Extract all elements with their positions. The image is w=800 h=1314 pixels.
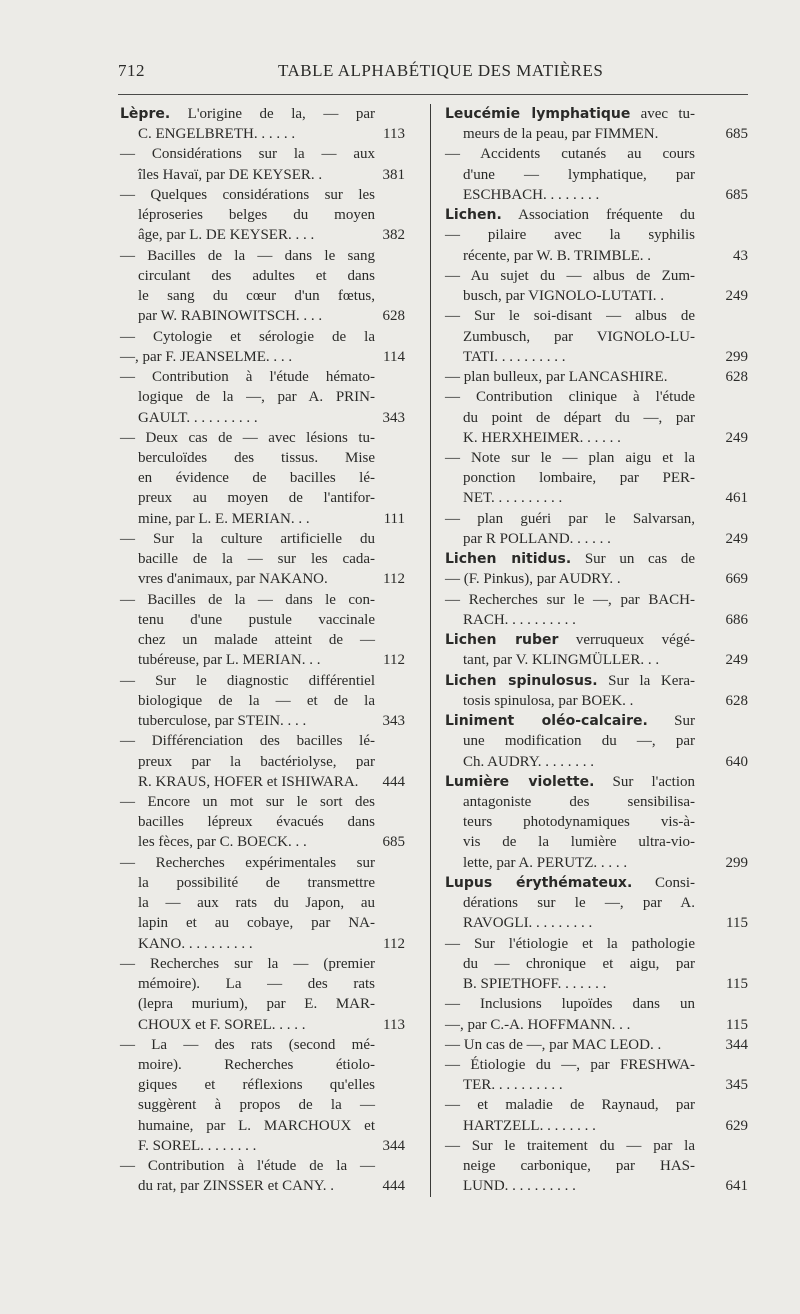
- index-line: [120, 934, 405, 954]
- page-reference: 685: [725, 126, 748, 143]
- index-line: [445, 934, 695, 954]
- index-line: [120, 1015, 405, 1035]
- index-line: [120, 509, 405, 529]
- index-text: — Recherches sur le —, par BACH-: [445, 591, 695, 608]
- index-text: Lèpre. L'origine de la, — par: [120, 106, 375, 122]
- index-line: [120, 1176, 405, 1196]
- index-line: [120, 306, 405, 326]
- index-text: — Recherches expérimentales sur: [120, 854, 375, 871]
- index-text: busch, par VIGNOLO-LUTATI. .: [463, 288, 664, 305]
- page-reference: 628: [725, 369, 748, 386]
- index-text: — Encore un mot sur le sort des: [120, 793, 375, 810]
- index-line: [120, 1156, 375, 1176]
- index-line: [120, 104, 375, 124]
- index-text: — Cytologie et sérologie de la: [120, 328, 375, 345]
- index-text: NET. . . . . . . . . .: [463, 490, 563, 507]
- index-line: [445, 1116, 748, 1136]
- index-line: [120, 731, 375, 751]
- page-reference: 345: [725, 1077, 748, 1094]
- index-text: une modification du —, par: [463, 733, 695, 750]
- page-reference: 629: [725, 1117, 748, 1134]
- index-text: Liniment oléo-calcaire. Sur: [445, 713, 695, 730]
- index-text: —, par F. JEANSELME. . . .: [120, 348, 293, 365]
- page-reference: 249: [725, 530, 748, 547]
- index-text: LUND. . . . . . . . . .: [463, 1178, 576, 1195]
- index-line: [445, 913, 748, 933]
- index-text: tosis spinulosa, par BOEK. .: [463, 692, 634, 709]
- index-text: RACH. . . . . . . . . .: [463, 611, 576, 628]
- index-text: mine, par L. E. MERIAN. . .: [138, 510, 310, 527]
- index-text: la — aux rats du Japon, au: [138, 895, 375, 912]
- index-line: [445, 468, 695, 488]
- index-heading: Lumière violette.: [445, 773, 595, 790]
- index-text: chez un malade atteint de —: [138, 632, 375, 649]
- index-line: [120, 266, 375, 286]
- index-line: [445, 853, 748, 873]
- page-reference: 628: [382, 308, 405, 325]
- index-text: — Contribution à l'étude de la —: [120, 1158, 375, 1175]
- index-line: [445, 124, 748, 144]
- index-text: preux au moyen de l'antifor-: [138, 490, 375, 507]
- index-line: [120, 711, 405, 731]
- index-line: [445, 1095, 695, 1115]
- index-line: [445, 630, 695, 650]
- index-text: —, par C.-A. HOFFMANN. . .: [445, 1016, 631, 1033]
- index-line: [120, 408, 405, 428]
- index-text: — Deux cas de — avec lésions tu-: [120, 429, 375, 446]
- index-line: [445, 225, 695, 245]
- index-line: [445, 104, 695, 124]
- index-line: [120, 205, 375, 225]
- index-line: [445, 408, 695, 428]
- index-line: [120, 246, 375, 266]
- index-line: [445, 1055, 695, 1075]
- index-text: — Quelques considérations sur les: [120, 186, 375, 203]
- index-line: [445, 185, 748, 205]
- index-text: ESCHBACH. . . . . . . .: [463, 186, 600, 203]
- index-heading: Leucémie lymphatique: [445, 106, 631, 122]
- index-line: [120, 165, 405, 185]
- index-text: — plan bulleux, par LANCASHIRE.: [445, 369, 668, 386]
- index-text: le sang du cœur d'un fœtus,: [138, 288, 375, 305]
- index-heading: Lichen.: [445, 207, 502, 224]
- index-line: [445, 873, 695, 893]
- index-text: KANO. . . . . . . . . .: [138, 935, 253, 952]
- page-reference: 43: [733, 247, 748, 264]
- index-line: [445, 691, 748, 711]
- index-line: [120, 590, 375, 610]
- index-line: [120, 772, 405, 792]
- page-reference: 299: [725, 348, 748, 365]
- page-reference: 112: [383, 935, 405, 952]
- index-text: — Différenciation des bacilles lé-: [120, 733, 375, 750]
- page-reference: 686: [725, 611, 748, 628]
- page-reference: 249: [725, 288, 748, 305]
- index-line: [120, 124, 405, 144]
- index-line: [445, 286, 748, 306]
- index-text: berculoïdes des tissus. Mise: [138, 449, 375, 466]
- index-line: [445, 954, 695, 974]
- index-line: [445, 347, 748, 367]
- index-text: la possibilité de transmettre: [138, 874, 375, 891]
- index-line: [445, 549, 695, 569]
- index-text: TER. . . . . . . . . .: [463, 1077, 563, 1094]
- index-line: [120, 428, 375, 448]
- index-text: R. KRAUS, HOFER et ISHIWARA.: [138, 773, 359, 790]
- index-line: [120, 225, 405, 245]
- page-reference: 669: [725, 571, 748, 588]
- page-reference: 299: [725, 854, 748, 871]
- index-text: bacilles lépreux évacués dans: [138, 814, 375, 831]
- index-heading: Lichen nitidus.: [445, 551, 572, 568]
- index-text: tuberculose, par STEIN. . . .: [138, 713, 307, 730]
- index-line: [445, 488, 748, 508]
- page-reference: 115: [726, 1016, 748, 1033]
- index-line: [445, 1075, 748, 1095]
- index-line: [445, 893, 695, 913]
- page-reference: 640: [725, 753, 748, 770]
- page-reference: 111: [383, 510, 405, 527]
- index-line: [120, 691, 375, 711]
- index-line: [445, 509, 695, 529]
- index-line: [120, 488, 375, 508]
- index-text: — Note sur le — plan aigu et la: [445, 449, 695, 466]
- index-text: C. ENGELBRETH. . . . . .: [138, 126, 296, 143]
- index-text: vres d'animaux, par NAKANO.: [138, 571, 328, 588]
- index-text: Lupus érythémateux. Consi-: [445, 874, 695, 891]
- index-text: HARTZELL. . . . . . . .: [463, 1117, 596, 1134]
- index-line: [445, 1035, 748, 1055]
- index-text: logique de la —, par A. PRIN-: [138, 389, 375, 406]
- header-rule: [118, 94, 748, 95]
- index-line: [445, 1176, 748, 1196]
- index-text: du point de départ du —, par: [463, 409, 695, 426]
- index-line: [445, 205, 695, 225]
- index-text: — Sur la culture artificielle du: [120, 530, 375, 547]
- page-reference: 343: [382, 409, 405, 426]
- index-line: [445, 974, 748, 994]
- index-line: [445, 367, 748, 387]
- page-header: [118, 55, 748, 85]
- index-text: léproseries belges du moyen: [138, 207, 375, 224]
- index-text: — Considérations sur la — aux: [120, 146, 375, 163]
- index-text: — plan guéri par le Salvarsan,: [445, 510, 695, 527]
- index-text: en évidence de bacilles lé-: [138, 470, 375, 487]
- index-text: — Sur le diagnostic différentiel: [120, 672, 375, 689]
- index-line: [120, 974, 375, 994]
- index-line: [445, 529, 748, 549]
- page-reference: 461: [725, 490, 748, 507]
- page-reference: 344: [725, 1036, 748, 1053]
- page-reference: 114: [383, 348, 405, 365]
- index-text: — (F. Pinkus), par AUDRY. .: [445, 571, 621, 588]
- page-reference: 628: [725, 692, 748, 709]
- index-line: [120, 347, 405, 367]
- index-text: tant, par V. KLINGMÜLLER. . .: [463, 652, 660, 669]
- index-line: [120, 144, 375, 164]
- index-line: [120, 468, 375, 488]
- index-text: meurs de la peau, par FIMMEN.: [463, 126, 659, 143]
- index-line: [445, 994, 695, 1014]
- index-text: — Étiologie du —, par FRESHWA-: [445, 1057, 695, 1074]
- index-line: [445, 731, 695, 751]
- index-line: [120, 610, 375, 630]
- index-text: — Recherches sur la — (premier: [120, 955, 375, 972]
- index-text: par W. RABINOWITSCH. . . .: [138, 308, 323, 325]
- page-reference: 381: [382, 166, 405, 183]
- index-line: [120, 286, 375, 306]
- index-line: [445, 1015, 748, 1035]
- index-line: [120, 873, 375, 893]
- index-line: [120, 367, 375, 387]
- column-divider: [430, 104, 431, 1197]
- index-text: humaine, par L. MARCHOUX et: [138, 1117, 375, 1134]
- index-text: B. SPIETHOFF. . . . . . .: [463, 976, 607, 993]
- index-text: Lichen. Association fréquente du: [445, 207, 695, 224]
- index-text: suggèrent à propos de la —: [138, 1097, 375, 1114]
- index-line: [120, 630, 375, 650]
- left-column: [120, 104, 405, 1197]
- page-reference: 382: [382, 227, 405, 244]
- index-text: du rat, par ZINSSER et CANY. .: [138, 1178, 334, 1195]
- page-number: 712: [118, 61, 145, 80]
- index-text: mémoire). La — des rats: [138, 976, 375, 993]
- index-line: [120, 1116, 375, 1136]
- index-text: — La — des rats (second mé-: [120, 1036, 375, 1053]
- index-text: F. SOREL. . . . . . . .: [138, 1137, 257, 1154]
- page-reference: 685: [725, 186, 748, 203]
- index-line: [120, 913, 375, 933]
- index-line: [120, 853, 375, 873]
- index-text: Zumbusch, par VIGNOLO-LU-: [463, 328, 695, 345]
- index-text: Lichen ruber verruqueux végé-: [445, 632, 695, 649]
- index-line: [120, 529, 375, 549]
- index-line: [445, 448, 695, 468]
- index-text: âge, par L. DE KEYSER. . . .: [138, 227, 315, 244]
- index-text: circulant des adultes et dans: [138, 267, 375, 284]
- index-text: — Sur l'étiologie et la pathologie: [445, 935, 695, 952]
- index-text: par R POLLAND. . . . . .: [463, 530, 611, 547]
- index-text: neige carbonique, par HAS-: [463, 1158, 695, 1175]
- page-reference: 115: [726, 915, 748, 932]
- page-reference: 641: [725, 1178, 748, 1195]
- index-line: [120, 1035, 375, 1055]
- index-text: — Un cas de —, par MAC LEOD. .: [445, 1036, 662, 1053]
- index-line: [445, 671, 695, 691]
- index-line: [445, 387, 695, 407]
- page-reference: 113: [383, 126, 405, 143]
- index-line: [445, 1156, 695, 1176]
- page-reference: 685: [382, 834, 405, 851]
- index-text: îles Havaï, par DE KEYSER. .: [138, 166, 323, 183]
- index-line: [445, 610, 748, 630]
- index-line: [120, 893, 375, 913]
- index-text: teurs photodynamiques vis-à-: [463, 814, 695, 831]
- index-text: antagoniste des sensibilisa-: [463, 793, 695, 810]
- index-text: les fèces, par C. BOECK. . .: [138, 834, 307, 851]
- page-reference: 112: [383, 652, 405, 669]
- index-line: [120, 569, 405, 589]
- index-text: tubéreuse, par L. MERIAN. . .: [138, 652, 321, 669]
- index-text: — et maladie de Raynaud, par: [445, 1097, 695, 1114]
- index-text: — pilaire avec la syphilis: [445, 227, 695, 244]
- index-text: giques et réflexions qu'elles: [138, 1077, 375, 1094]
- index-line: [120, 832, 405, 852]
- index-line: [120, 671, 375, 691]
- index-line: [445, 165, 695, 185]
- index-line: [445, 650, 748, 670]
- index-heading: Liniment oléo-calcaire.: [445, 713, 648, 730]
- index-line: [120, 994, 375, 1014]
- index-text: biologique de la — et de la: [138, 692, 375, 709]
- index-line: [445, 792, 695, 812]
- index-text: tenu d'une pustule vaccinale: [138, 611, 375, 628]
- index-line: [445, 772, 695, 792]
- index-line: [120, 1136, 405, 1156]
- index-text: lette, par A. PERUTZ. . . . .: [463, 854, 628, 871]
- index-text: preux par la bactériolyse, par: [138, 753, 375, 770]
- index-text: Lichen nitidus. Sur un cas de: [445, 551, 696, 568]
- index-text: CHOUX et F. SOREL. . . . .: [138, 1016, 306, 1033]
- index-line: [120, 327, 375, 347]
- index-line: [120, 792, 375, 812]
- index-text: — Sur le traitement du — par la: [445, 1137, 695, 1154]
- index-text: Lumière violette. Sur l'action: [445, 773, 696, 790]
- index-line: [445, 1136, 695, 1156]
- page-reference: 444: [382, 773, 405, 790]
- index-text: Leucémie lymphatique avec tu-: [445, 106, 695, 122]
- page-reference: 113: [383, 1016, 405, 1033]
- index-text: (lepra murium), par E. MAR-: [138, 996, 375, 1013]
- index-heading: Lichen ruber: [445, 632, 559, 649]
- index-line: [120, 650, 405, 670]
- index-line: [445, 144, 695, 164]
- index-text: — Bacilles de la — dans le con-: [120, 591, 375, 608]
- index-line: [120, 185, 375, 205]
- index-line: [120, 752, 375, 772]
- index-text: ponction lombaire, par PER-: [463, 470, 695, 487]
- index-line: [445, 752, 748, 772]
- index-text: RAVOGLI. . . . . . . . .: [463, 915, 593, 932]
- index-line: [445, 266, 695, 286]
- index-line: [445, 428, 748, 448]
- index-text: GAULT. . . . . . . . . .: [138, 409, 258, 426]
- index-text: Lichen spinulosus. Sur la Kera-: [445, 672, 695, 689]
- page-reference: 343: [382, 713, 405, 730]
- index-text: — Contribution à l'étude hémato-: [120, 369, 375, 386]
- page-reference: 249: [725, 429, 748, 446]
- index-line: [120, 812, 375, 832]
- page-reference: 344: [382, 1137, 405, 1154]
- index-text: — Bacilles de la — dans le sang: [120, 247, 375, 264]
- page-reference: 444: [382, 1178, 405, 1195]
- page-title: TABLE ALPHABÉTIQUE DES MATIÈRES: [278, 61, 604, 80]
- index-line: [120, 1095, 375, 1115]
- index-text: récente, par W. B. TRIMBLE. .: [463, 247, 652, 264]
- index-line: [445, 812, 695, 832]
- index-text: du — chronique et aigu, par: [463, 955, 695, 972]
- page-reference: 115: [726, 976, 748, 993]
- index-line: [445, 246, 748, 266]
- index-line: [445, 569, 748, 589]
- page-reference: 112: [383, 571, 405, 588]
- index-line: [445, 711, 695, 731]
- index-text: — Accidents cutanés au cours: [445, 146, 695, 163]
- index-text: bacille de la — sur les cada-: [138, 551, 375, 568]
- index-text: TATI. . . . . . . . . .: [463, 348, 566, 365]
- index-text: moire). Recherches étiolo-: [138, 1057, 375, 1074]
- index-text: lapin et au cobaye, par NA-: [138, 915, 375, 932]
- index-text: vis de la lumière ultra-vio-: [463, 834, 695, 851]
- index-text: Ch. AUDRY. . . . . . . .: [463, 753, 595, 770]
- index-text: d'une — lymphatique, par: [463, 166, 695, 183]
- index-line: [445, 590, 695, 610]
- page-reference: 249: [725, 652, 748, 669]
- index-text: — Sur le soi-disant — albus de: [445, 308, 695, 325]
- index-line: [120, 1055, 375, 1075]
- index-heading: Lèpre.: [120, 106, 171, 122]
- index-text: dérations sur le —, par A.: [463, 895, 695, 912]
- index-text: K. HERXHEIMER. . . . . .: [463, 429, 621, 446]
- index-line: [120, 954, 375, 974]
- index-heading: Lichen spinulosus.: [445, 672, 598, 689]
- index-line: [445, 832, 695, 852]
- index-heading: Lupus érythémateux.: [445, 874, 633, 891]
- index-line: [120, 448, 375, 468]
- right-column: [445, 104, 748, 1197]
- index-text: — Inclusions lupoïdes dans un: [445, 996, 695, 1013]
- index-text: — Contribution clinique à l'étude: [445, 389, 695, 406]
- index-text: — Au sujet du — albus de Zum-: [445, 267, 695, 284]
- index-line: [120, 549, 375, 569]
- index-line: [445, 306, 695, 326]
- index-line: [445, 327, 695, 347]
- index-line: [120, 387, 375, 407]
- index-line: [120, 1075, 375, 1095]
